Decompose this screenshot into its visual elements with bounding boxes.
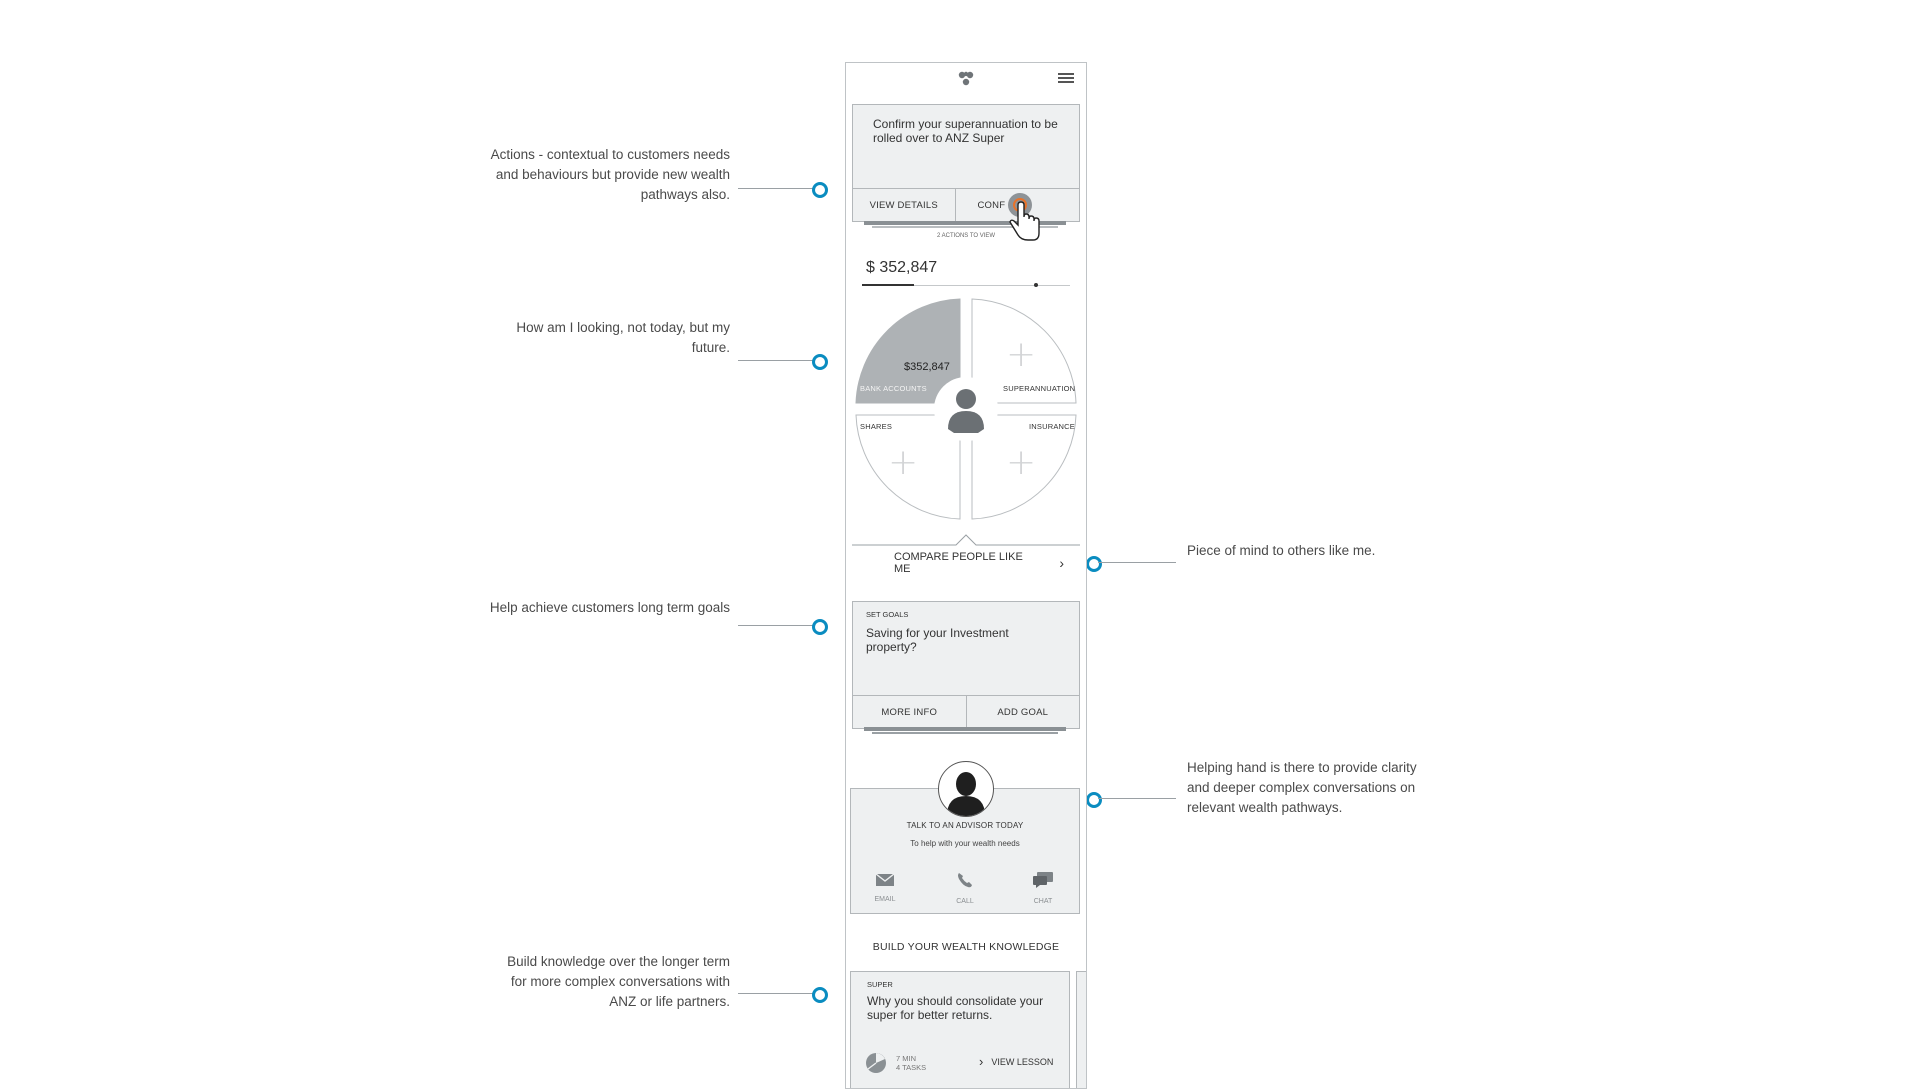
annotation-marker bbox=[812, 987, 828, 1003]
annotation-marker bbox=[812, 182, 828, 198]
chat-label: CHAT bbox=[1033, 898, 1053, 905]
lesson-tag: SUPER bbox=[867, 980, 893, 989]
wealth-wheel bbox=[852, 295, 1080, 523]
lesson-meta bbox=[896, 1054, 926, 1072]
balance-marker bbox=[1034, 283, 1038, 287]
shares-label[interactable]: SHARES bbox=[860, 422, 893, 431]
add-goal-button[interactable]: ADD GOAL bbox=[966, 696, 1080, 728]
next-lesson-card-peek[interactable] bbox=[1076, 971, 1087, 1089]
hand-cursor-icon bbox=[1006, 191, 1046, 243]
annotation-connector bbox=[738, 188, 818, 189]
view-lesson-label: VIEW LESSON bbox=[991, 1057, 1054, 1067]
goals-card bbox=[852, 601, 1080, 729]
bank-accounts-label[interactable]: BANK ACCOUNTS bbox=[860, 384, 927, 393]
annotation-looking: How am I looking, not today, but my future. bbox=[516, 320, 730, 355]
chevron-right-icon: › bbox=[979, 1054, 984, 1069]
insurance-label[interactable]: INSURANCE bbox=[1029, 422, 1075, 431]
goals-tag: SET GOALS bbox=[866, 610, 909, 619]
compare-label: COMPARE PEOPLE LIKE ME bbox=[894, 551, 1023, 575]
chevron-right-icon: › bbox=[1059, 555, 1064, 571]
lesson-card bbox=[850, 971, 1070, 1089]
email-label: EMAIL bbox=[874, 896, 896, 903]
chat-icon bbox=[1032, 871, 1054, 889]
annotation-marker bbox=[1086, 792, 1102, 808]
advisor-title: TALK TO AN ADVISOR TODAY bbox=[906, 821, 1024, 830]
phone-icon bbox=[956, 871, 974, 889]
superannuation-label[interactable]: SUPERANNUATION bbox=[1003, 384, 1076, 393]
action-card-text: Confirm your superannuation to be rolled over to ANZ Super bbox=[873, 117, 1058, 145]
view-lesson-button[interactable] bbox=[979, 1054, 1054, 1069]
call-label: CALL bbox=[956, 898, 974, 905]
confirm-button-label: CONF bbox=[977, 199, 1006, 211]
chat-button[interactable] bbox=[1023, 871, 1063, 905]
annotation-knowledge: Build knowledge over the longer term for more complex conversations with ANZ or life partners. bbox=[507, 954, 730, 1009]
anz-people-logo-icon[interactable] bbox=[956, 69, 976, 89]
actions-count: 2 ACTIONS TO VIEW bbox=[936, 233, 996, 239]
goals-buttons bbox=[853, 695, 1079, 728]
email-icon bbox=[875, 873, 895, 887]
phone-screen bbox=[845, 62, 1087, 1089]
compare-people-button[interactable] bbox=[894, 553, 1064, 573]
hamburger-menu-icon[interactable] bbox=[1058, 71, 1074, 85]
add-superannuation-plus-icon[interactable]: + bbox=[1006, 334, 1037, 375]
lesson-duration: 7 MIN bbox=[896, 1054, 917, 1063]
annotation-peace: Piece of mind to others like me. bbox=[1187, 543, 1376, 558]
goals-text: Saving for your Investment property? bbox=[866, 626, 1009, 654]
lesson-tasks: 4 TASKS bbox=[896, 1063, 927, 1072]
call-button[interactable] bbox=[945, 871, 985, 905]
annotation-connector bbox=[1098, 562, 1176, 563]
knowledge-heading: BUILD YOUR WEALTH KNOWLEDGE bbox=[872, 941, 1060, 953]
annotation-connector bbox=[738, 625, 818, 626]
annotation-helping: Helping hand is there to provide clarity and deeper complex conversations on relevant wealth pathways. bbox=[1187, 760, 1417, 815]
card-stack-indicator bbox=[864, 727, 1066, 731]
annotation-marker bbox=[812, 354, 828, 370]
annotation-marker bbox=[1086, 556, 1102, 572]
annotation-connector bbox=[1098, 798, 1176, 799]
more-info-button[interactable]: MORE INFO bbox=[881, 706, 938, 718]
annotation-marker bbox=[812, 619, 828, 635]
annotation-connector bbox=[738, 993, 818, 994]
compare-divider bbox=[852, 533, 1080, 547]
annotation-actions: Actions - contextual to customers needs and behaviours but provide new wealth pathways also. bbox=[490, 147, 730, 202]
view-details-button[interactable]: VIEW DETAILS bbox=[869, 199, 938, 211]
annotation-goals: Help achieve customers long term goals bbox=[489, 600, 730, 615]
advisor-avatar bbox=[938, 761, 994, 817]
bank-accounts-value: $352,847 bbox=[904, 361, 950, 373]
add-shares-plus-icon[interactable]: + bbox=[888, 442, 919, 483]
email-button[interactable] bbox=[865, 873, 905, 903]
add-insurance-plus-icon[interactable]: + bbox=[1006, 442, 1037, 483]
pie-timer-icon bbox=[865, 1052, 887, 1074]
card-stack-indicator bbox=[872, 732, 1058, 734]
advisor-subtitle: To help with your wealth needs bbox=[910, 839, 1020, 848]
balance-progress bbox=[862, 284, 914, 286]
balance-amount: $ 352,847 bbox=[866, 259, 938, 276]
annotation-connector bbox=[738, 360, 818, 361]
lesson-text: Why you should consolidate your super for better returns. bbox=[867, 994, 1044, 1022]
